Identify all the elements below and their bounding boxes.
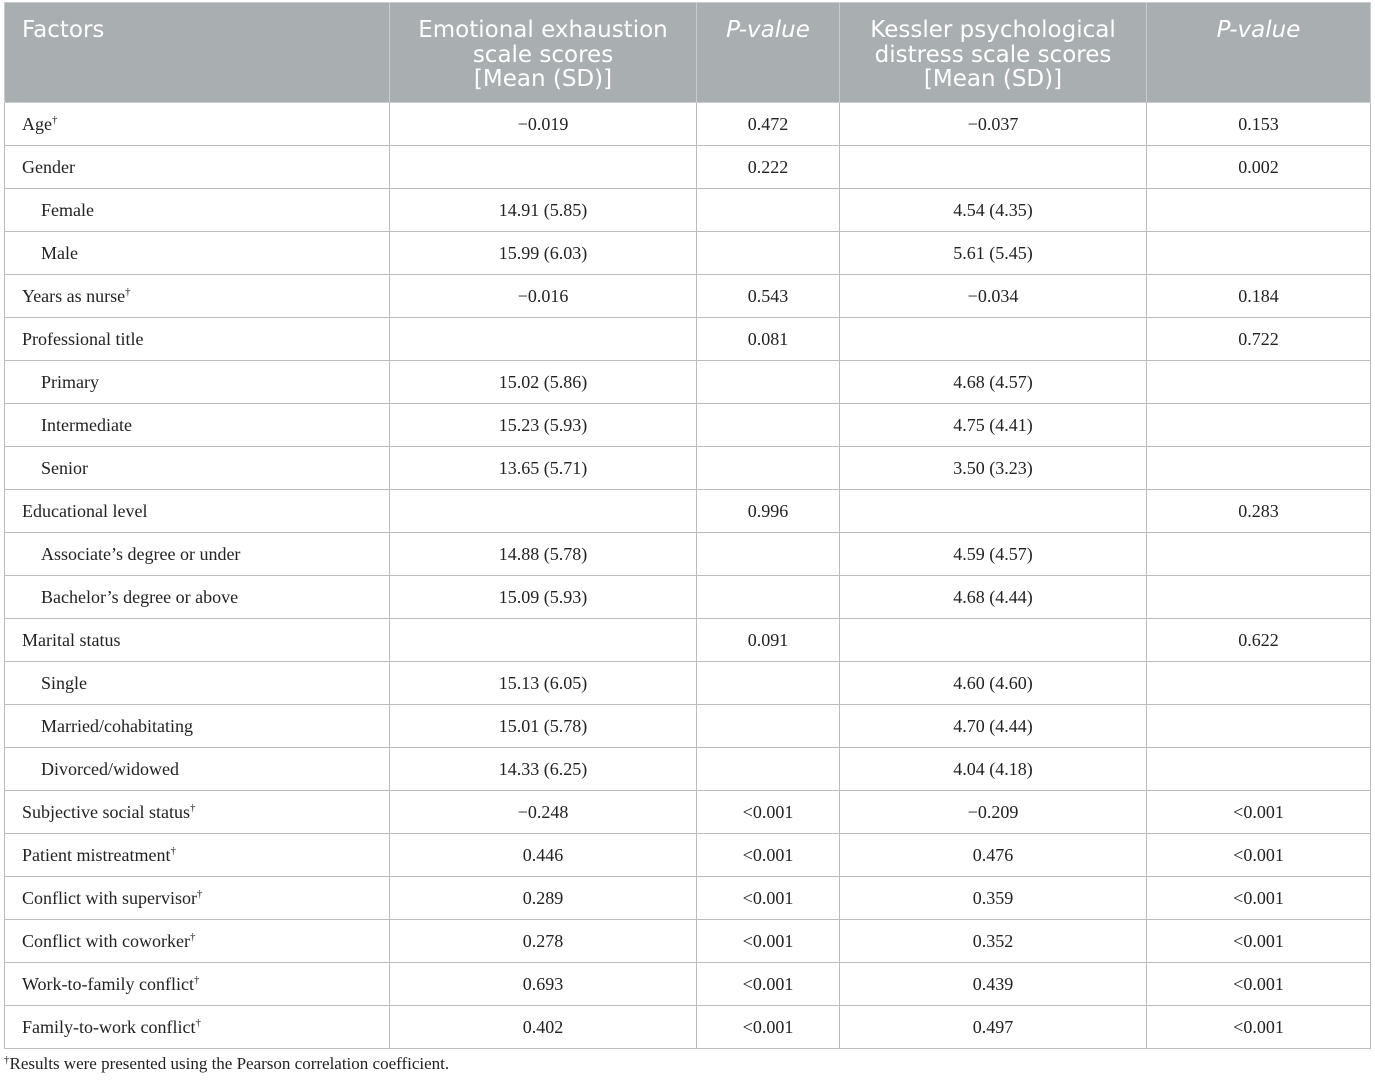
ee-score-cell: 0.289: [390, 877, 697, 920]
ee-p-value-cell: [697, 232, 840, 275]
ee-p-value-cell: 0.543: [697, 275, 840, 318]
kessler-p-value-cell: [1147, 404, 1371, 447]
dagger-mark: †: [189, 930, 196, 943]
ee-p-value-cell: <0.001: [697, 791, 840, 834]
kessler-score-cell: 4.54 (4.35): [840, 189, 1147, 232]
ee-p-value-cell: 0.222: [697, 146, 840, 189]
ee-p-value-cell: 0.081: [697, 318, 840, 361]
dagger-mark: †: [195, 1016, 201, 1029]
dagger-mark: †: [52, 113, 58, 126]
factor-cell: Conflict with coworker†: [5, 920, 390, 963]
factor-cell: Conflict with supervisor†: [5, 877, 390, 920]
kessler-p-value-cell: <0.001: [1147, 791, 1371, 834]
kessler-score-cell: [840, 619, 1147, 662]
factor-cell: Single: [5, 662, 390, 705]
table-row: [5, 576, 1371, 619]
ee-p-value-cell: [697, 748, 840, 791]
kessler-score-cell: 4.68 (4.57): [840, 361, 1147, 404]
factor-cell: Bachelor’s degree or above: [5, 576, 390, 619]
ee-score-cell: 0.278: [390, 920, 697, 963]
ee-p-value-cell: [697, 361, 840, 404]
kessler-score-cell: 4.75 (4.41): [840, 404, 1147, 447]
footnote-text: Results were presented using the Pearson correlation coefficient.: [9, 1054, 450, 1073]
kessler-score-cell: 0.476: [840, 834, 1147, 877]
ee-score-cell: 13.65 (5.71): [390, 447, 697, 490]
factor-cell: Married/cohabitating: [5, 705, 390, 748]
factor-cell: Associate’s degree or under: [5, 533, 390, 576]
factor-cell: Divorced/widowed: [5, 748, 390, 791]
table-row: [5, 146, 1371, 189]
header-factors: Factors: [5, 3, 390, 103]
table-row: [5, 232, 1371, 275]
ee-p-value-cell: <0.001: [697, 920, 840, 963]
factor-cell: Family-to-work conflict†: [5, 1006, 390, 1049]
table-row: [5, 490, 1371, 533]
table-row: [5, 361, 1371, 404]
dagger-mark: †: [125, 285, 131, 298]
kessler-score-cell: 0.497: [840, 1006, 1147, 1049]
kessler-score-cell: [840, 318, 1147, 361]
factor-cell: Professional title: [5, 318, 390, 361]
factor-cell: Age†: [5, 103, 390, 146]
ee-p-value-cell: 0.472: [697, 103, 840, 146]
ee-score-cell: 15.09 (5.93): [390, 576, 697, 619]
ee-score-cell: 14.88 (5.78): [390, 533, 697, 576]
ee-score-cell: 15.01 (5.78): [390, 705, 697, 748]
ee-score-cell: 0.446: [390, 834, 697, 877]
footnote-dagger: †: [4, 1054, 10, 1066]
factor-cell: Male: [5, 232, 390, 275]
kessler-p-value-cell: 0.622: [1147, 619, 1371, 662]
table-footnote: [4, 1054, 449, 1074]
ee-score-cell: [390, 146, 697, 189]
kessler-score-cell: 0.359: [840, 877, 1147, 920]
table-row: [5, 189, 1371, 232]
header-p-value-2: P-value: [1147, 3, 1371, 103]
ee-p-value-cell: [697, 662, 840, 705]
kessler-score-cell: 4.70 (4.44): [840, 705, 1147, 748]
kessler-score-cell: 4.59 (4.57): [840, 533, 1147, 576]
kessler-p-value-cell: 0.283: [1147, 490, 1371, 533]
factor-cell: Female: [5, 189, 390, 232]
dagger-mark: †: [196, 887, 203, 900]
ee-score-cell: 0.402: [390, 1006, 697, 1049]
ee-p-value-cell: <0.001: [697, 963, 840, 1006]
header-row: [5, 3, 1371, 103]
kessler-score-cell: 4.60 (4.60): [840, 662, 1147, 705]
kessler-p-value-cell: [1147, 705, 1371, 748]
kessler-p-value-cell: [1147, 361, 1371, 404]
table-row: [5, 404, 1371, 447]
table-row: [5, 748, 1371, 791]
ee-score-cell: 0.693: [390, 963, 697, 1006]
table-row: [5, 662, 1371, 705]
ee-p-value-cell: <0.001: [697, 877, 840, 920]
table-row: [5, 103, 1371, 146]
kessler-p-value-cell: [1147, 576, 1371, 619]
ee-p-value-cell: [697, 576, 840, 619]
kessler-p-value-cell: <0.001: [1147, 834, 1371, 877]
factor-cell: Senior: [5, 447, 390, 490]
ee-p-value-cell: [697, 447, 840, 490]
ee-score-cell: 15.23 (5.93): [390, 404, 697, 447]
ee-p-value-cell: 0.996: [697, 490, 840, 533]
factor-cell: Gender: [5, 146, 390, 189]
ee-score-cell: [390, 490, 697, 533]
header-p-value-1: P-value: [697, 3, 840, 103]
dagger-mark: †: [189, 801, 196, 814]
kessler-p-value-cell: [1147, 447, 1371, 490]
ee-score-cell: 15.13 (6.05): [390, 662, 697, 705]
kessler-p-value-cell: 0.153: [1147, 103, 1371, 146]
ee-p-value-cell: <0.001: [697, 1006, 840, 1049]
factor-cell: Patient mistreatment†: [5, 834, 390, 877]
factor-cell: Work-to-family conflict†: [5, 963, 390, 1006]
kessler-p-value-cell: 0.002: [1147, 146, 1371, 189]
kessler-p-value-cell: 0.722: [1147, 318, 1371, 361]
kessler-p-value-cell: [1147, 232, 1371, 275]
kessler-score-cell: 4.68 (4.44): [840, 576, 1147, 619]
table-row: [5, 877, 1371, 920]
table-row: [5, 275, 1371, 318]
ee-p-value-cell: <0.001: [697, 834, 840, 877]
kessler-score-cell: [840, 490, 1147, 533]
ee-p-value-cell: [697, 705, 840, 748]
ee-p-value-cell: [697, 533, 840, 576]
dagger-mark: †: [170, 844, 176, 857]
ee-score-cell: 14.91 (5.85): [390, 189, 697, 232]
kessler-p-value-cell: <0.001: [1147, 1006, 1371, 1049]
ee-score-cell: −0.248: [390, 791, 697, 834]
kessler-p-value-cell: <0.001: [1147, 963, 1371, 1006]
kessler-p-value-cell: 0.184: [1147, 275, 1371, 318]
ee-score-cell: 15.99 (6.03): [390, 232, 697, 275]
table-row: [5, 1006, 1371, 1049]
kessler-score-cell: −0.034: [840, 275, 1147, 318]
ee-score-cell: −0.016: [390, 275, 697, 318]
kessler-p-value-cell: [1147, 533, 1371, 576]
dagger-mark: †: [194, 973, 200, 986]
factor-cell: Educational level: [5, 490, 390, 533]
kessler-score-cell: 3.50 (3.23): [840, 447, 1147, 490]
table-row: [5, 791, 1371, 834]
kessler-score-cell: −0.209: [840, 791, 1147, 834]
ee-p-value-cell: [697, 189, 840, 232]
kessler-score-cell: 0.439: [840, 963, 1147, 1006]
ee-p-value-cell: [697, 404, 840, 447]
kessler-score-cell: [840, 146, 1147, 189]
header-kessler-distress: Kessler psychological distress scale scores [Mean (SD)]: [840, 3, 1147, 103]
ee-score-cell: [390, 619, 697, 662]
table-row: [5, 963, 1371, 1006]
kessler-p-value-cell: <0.001: [1147, 877, 1371, 920]
ee-score-cell: [390, 318, 697, 361]
factor-cell: Primary: [5, 361, 390, 404]
factor-cell: Years as nurse†: [5, 275, 390, 318]
kessler-p-value-cell: <0.001: [1147, 920, 1371, 963]
ee-score-cell: 14.33 (6.25): [390, 748, 697, 791]
kessler-score-cell: 4.04 (4.18): [840, 748, 1147, 791]
factor-cell: Marital status: [5, 619, 390, 662]
kessler-p-value-cell: [1147, 189, 1371, 232]
table-row: [5, 318, 1371, 361]
table-row: [5, 447, 1371, 490]
kessler-score-cell: 5.61 (5.45): [840, 232, 1147, 275]
table-row: [5, 533, 1371, 576]
header-emotional-exhaustion: Emotional exhaustion scale scores [Mean (SD)]: [390, 3, 697, 103]
ee-score-cell: −0.019: [390, 103, 697, 146]
ee-score-cell: 15.02 (5.86): [390, 361, 697, 404]
table-row: [5, 619, 1371, 662]
kessler-p-value-cell: [1147, 662, 1371, 705]
factor-cell: Subjective social status†: [5, 791, 390, 834]
ee-p-value-cell: 0.091: [697, 619, 840, 662]
kessler-p-value-cell: [1147, 748, 1371, 791]
table-row: [5, 834, 1371, 877]
table-row: [5, 920, 1371, 963]
factor-cell: Intermediate: [5, 404, 390, 447]
table-row: [5, 705, 1371, 748]
results-table: [4, 2, 1371, 1049]
kessler-score-cell: −0.037: [840, 103, 1147, 146]
kessler-score-cell: 0.352: [840, 920, 1147, 963]
